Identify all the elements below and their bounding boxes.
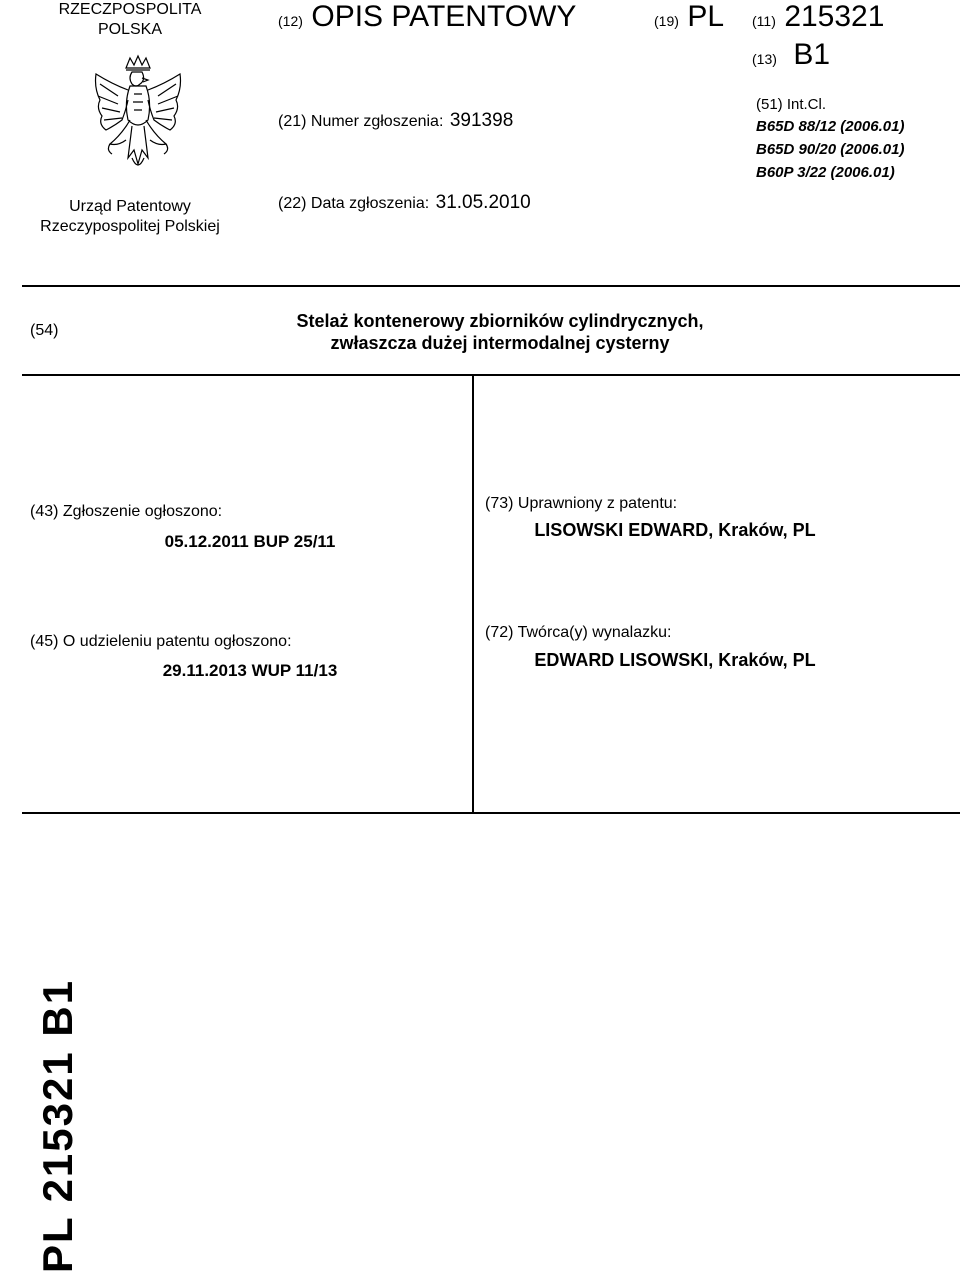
office-name-line-2: Rzeczypospolitej Polskiej <box>40 218 220 235</box>
office-name-line-1: Urząd Patentowy <box>69 198 191 215</box>
inventor-label: (72) Twórca(y) wynalazku: <box>485 624 672 641</box>
grant-value: 29.11.2013 WUP 11/13 <box>162 661 338 680</box>
kind-code <box>752 38 830 72</box>
classification-code: B65D 88/12 (2006.01) <box>756 118 905 135</box>
document-type-code: (12) <box>278 13 303 29</box>
office-name <box>40 197 220 237</box>
title-top-divider <box>22 285 960 287</box>
classification <box>756 95 904 184</box>
patent-number <box>752 0 884 34</box>
grant-label: (45) O udzieleniu patentu ogłoszono: <box>30 633 292 650</box>
invention-title <box>180 310 820 354</box>
publication-label: (43) Zgłoszenie ogłoszono: <box>30 503 223 520</box>
country-name <box>40 0 220 40</box>
title-bottom-divider <box>22 374 960 376</box>
application-date <box>278 192 531 214</box>
application-number <box>278 110 513 132</box>
polish-eagle-emblem <box>88 54 188 180</box>
patent-number-value: 215321 <box>784 0 885 33</box>
classification-code: B60P 3/22 (2006.01) <box>756 164 895 181</box>
country-line-2: POLSKA <box>97 21 163 38</box>
classification-code: B65D 90/20 (2006.01) <box>756 141 905 158</box>
classification-label: (51) Int.Cl. <box>756 96 827 113</box>
kind-code-value: B1 <box>793 38 831 71</box>
proprietor-label: (73) Uprawniony z patentu: <box>485 495 678 512</box>
column-divider <box>472 374 474 814</box>
publication-value: 05.12.2011 BUP 25/11 <box>164 532 336 551</box>
kind-code-label: (13) <box>752 51 777 67</box>
side-document-label: PL 215321 B1 <box>34 978 81 1273</box>
application-date-value: 31.05.2010 <box>435 192 531 213</box>
invention-title-line-1: Stelaż kontenerowy zbiorników cylindrycznych, <box>296 311 704 331</box>
proprietor-value: LISOWSKI EDWARD, Kraków, PL <box>534 520 816 540</box>
document-type <box>278 0 576 34</box>
country-line-1: RZECZPOSPOLITA <box>58 1 202 18</box>
application-number-value: 391398 <box>449 110 514 131</box>
invention-title-line-2: zwłaszcza dużej intermodalnej cysterny <box>330 333 670 353</box>
patent-number-label: (11) <box>752 13 776 29</box>
country-code <box>654 0 724 34</box>
country-code-value: PL <box>687 0 725 33</box>
application-date-label: (22) Data zgłoszenia: <box>278 195 430 212</box>
bibliographic-bottom-divider <box>22 812 960 814</box>
country-code-label: (19) <box>654 13 679 29</box>
inventor-value: EDWARD LISOWSKI, Kraków, PL <box>534 650 816 670</box>
application-number-label: (21) Numer zgłoszenia: <box>278 113 444 130</box>
document-type-title: OPIS PATENTOWY <box>311 0 577 33</box>
title-code: (54) <box>30 322 59 339</box>
